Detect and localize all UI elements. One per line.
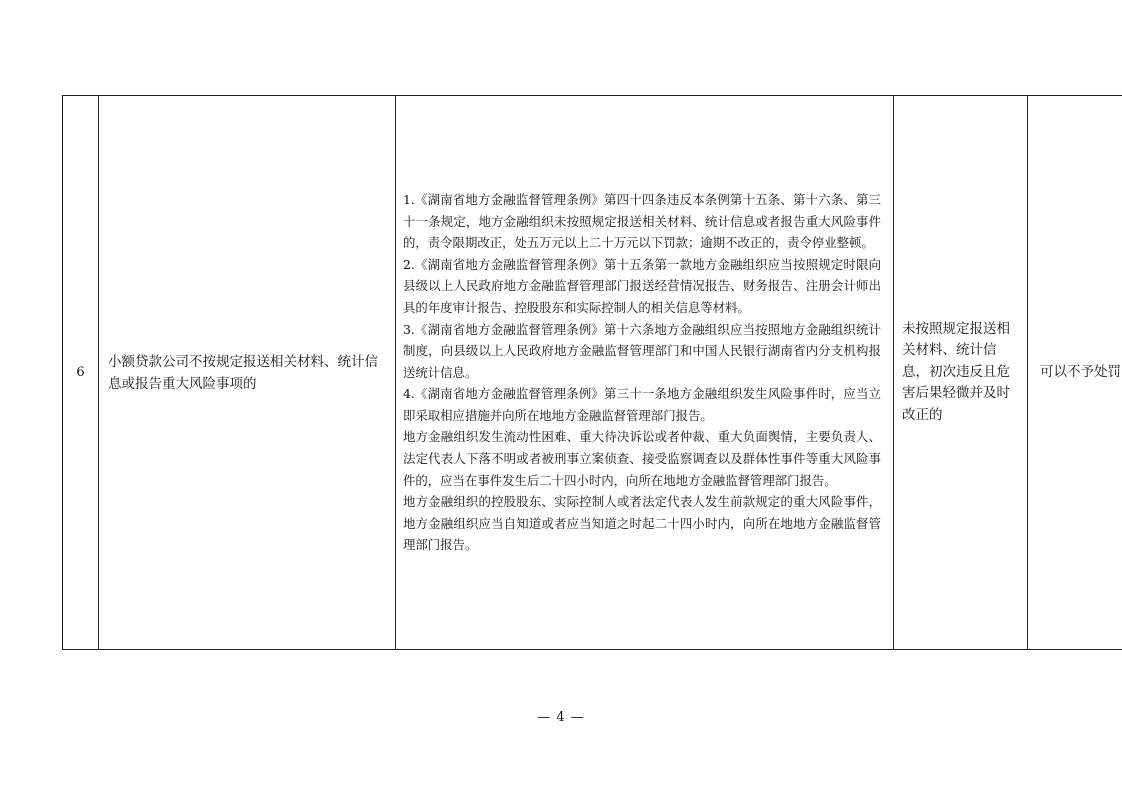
legal-basis-paragraph: 4.《湖南省地方金融监督管理条例》第三十一条地方金融组织发生风险事件时，应当立即采取相应措施并向所在地地方金融监督管理部门报告。	[403, 386, 881, 423]
row-number: 6	[76, 365, 85, 380]
legal-basis-paragraph: 1.《湖南省地方金融监督管理条例》第四十四条违反本条例第十五条、第十六条、第三十一条规定，地方金融组织未按照规定报送相关材料、统计信息或者报告重大风险事件的，责令限期改正，处五万元以上二十万元以下罚款；逾期不改正的，责令停业整顿。	[403, 191, 881, 251]
legal-basis-paragraph: 地方金融组织发生流动性困难、重大待决诉讼或者仲裁、重大负面舆情，主要负责人、法定代表人下落不明或者被刑事立案侦查、接受监察调查以及群体性事件等重大风险事件的，应当在事件发生后二十四小时内，向所在地地方金融监督管理部门报告。	[403, 429, 881, 488]
page-number: — 4 —	[537, 710, 585, 725]
violation-item-cell	[99, 96, 396, 650]
exemption-condition-text: 未按照规定报送相关材料、统计信息，初次违反且危害后果轻微并及时改正的	[902, 320, 1010, 423]
row-number-cell	[63, 96, 99, 650]
table-row	[63, 96, 1122, 650]
penalty-result-text: 可以不予处罚	[1040, 363, 1121, 380]
exemption-condition-cell	[894, 96, 1028, 650]
legal-basis-cell	[396, 96, 894, 650]
legal-basis-paragraph: 2.《湖南省地方金融监督管理条例》第十五条第一款地方金融组织应当按照规定时限向县级以上人民政府地方金融监督管理部门报送经营情况报告、财务报告、注册会计师出具的年度审计报告、控股股东和实际控制人的相关信息等材料。	[403, 256, 881, 315]
legal-basis-paragraph: 地方金融组织的控股股东、实际控制人或者法定代表人发生前款规定的重大风险事件，地方金融组织应当自知道或者应当知道之时起二十四小时内，向所在地地方金融监督管理部门报告。	[403, 494, 881, 553]
violation-item-text: 小额贷款公司不按规定报送相关材料、统计信息或报告重大风险事项的	[108, 353, 378, 392]
legal-basis-paragraph: 3.《湖南省地方金融监督管理条例》第十六条地方金融组织应当按照地方金融组织统计制度，向县级以上人民政府地方金融监督管理部门和中国人民银行湖南省内分支机构报送统计信息。	[403, 321, 881, 380]
penalty-table	[62, 95, 1122, 650]
penalty-result-cell	[1028, 96, 1122, 650]
